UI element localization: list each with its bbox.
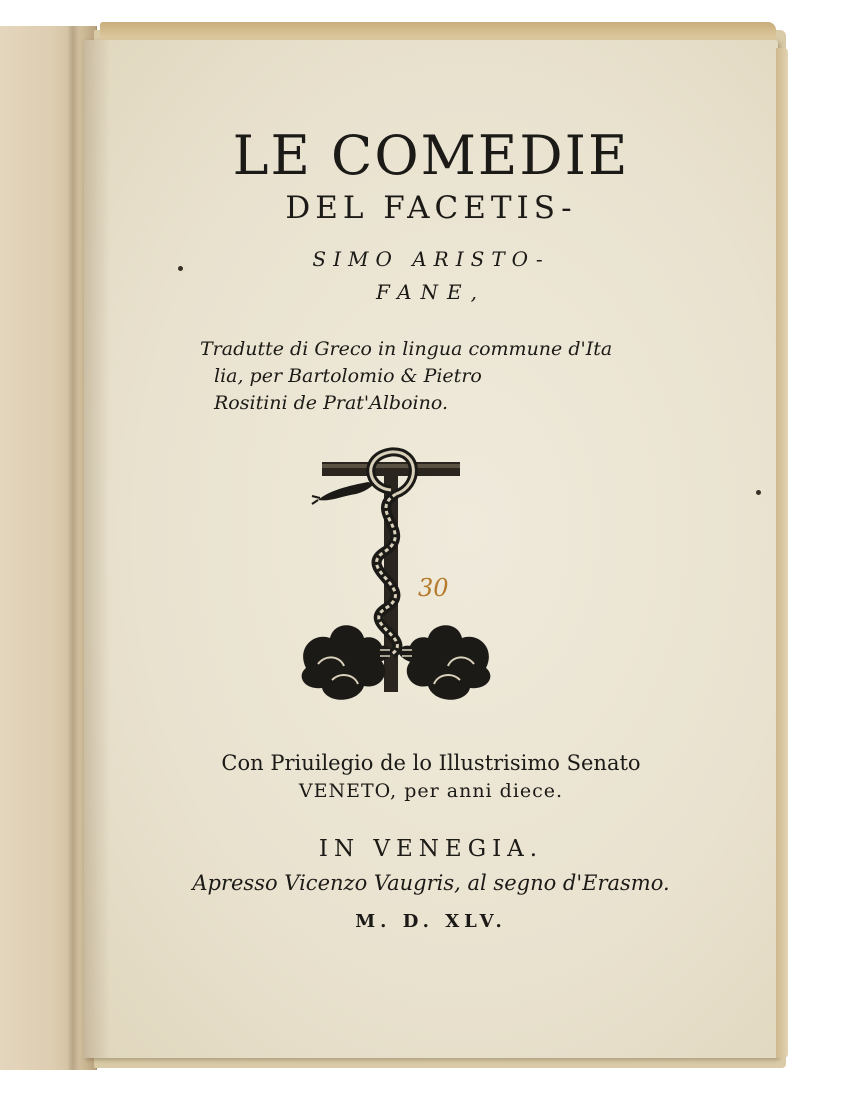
privilege-line-1: Con Priuilegio de lo Illustrisimo Senato xyxy=(221,751,641,775)
title-line-2: DEL FACETIS- xyxy=(285,190,577,226)
privilege-line-2: VENETO, per anni diece. xyxy=(298,780,564,802)
speck-right xyxy=(756,490,761,495)
book-spine xyxy=(0,26,97,1070)
handwritten-mark: 30 xyxy=(418,574,449,602)
subtitle-line-1: Tradutte di Greco in lingua commune d'Ita xyxy=(200,338,613,360)
imprint-date: M. D. XLV. xyxy=(355,911,507,932)
subtitle-line-2: lia, per Bartolomio & Pietro xyxy=(214,365,482,387)
title-line-4: FANE, xyxy=(375,280,487,304)
title-line-1: LE COMEDIE xyxy=(232,124,630,187)
subtitle-line-3: Rositini de Prat'Alboino. xyxy=(214,392,448,414)
imprint-printer: Apresso Vicenzo Vaugris, al segno d'Erasmo. xyxy=(192,871,670,895)
printer-device-icon xyxy=(296,442,496,714)
title-line-3: SIMO ARISTO- xyxy=(312,247,550,271)
imprint-place: IN VENEGIA. xyxy=(318,836,544,862)
spine-crack xyxy=(68,26,78,1070)
